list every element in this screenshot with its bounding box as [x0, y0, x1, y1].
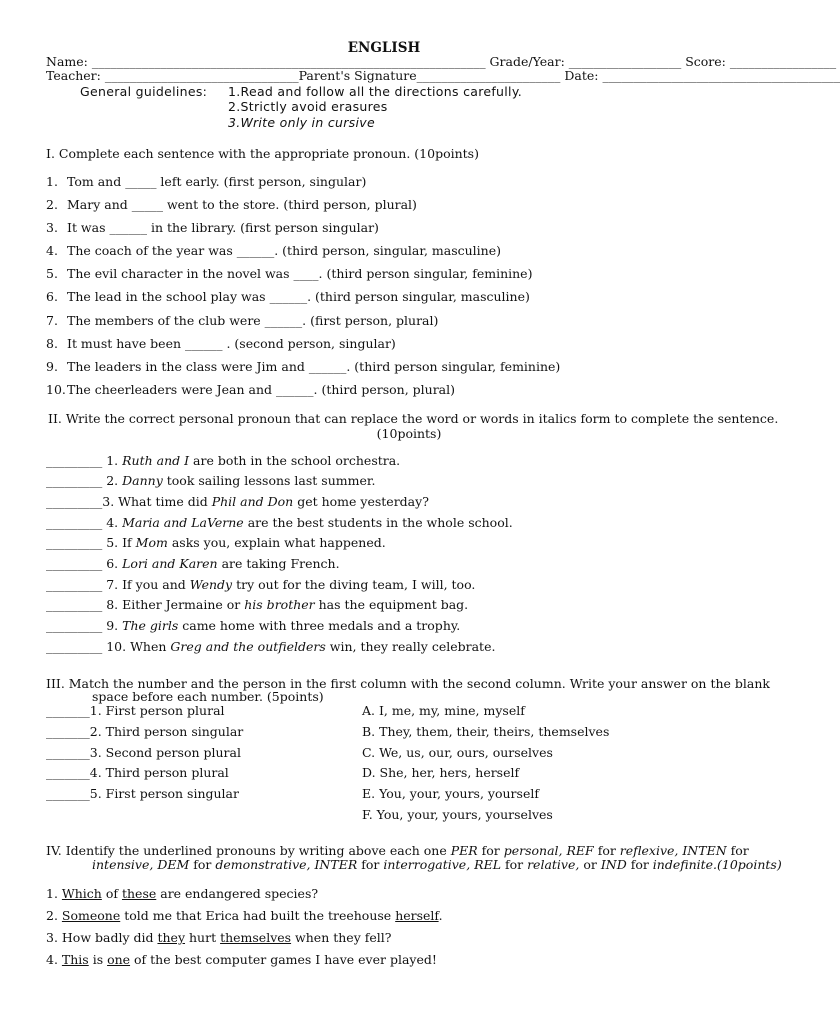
- italic-phrase: Ruth and I: [122, 453, 190, 468]
- question-row: [46, 473, 375, 489]
- question-row: [46, 556, 340, 572]
- underlined-pronoun: themselves: [220, 930, 292, 945]
- question-number: 7.: [46, 313, 58, 328]
- question-text: The cheerleaders were Jean and ______. (third person, plural): [67, 382, 456, 397]
- sentence-part: 3. How badly did: [46, 930, 158, 945]
- italic-phrase: Greg and the outfielders: [170, 639, 326, 654]
- question-prefix: _________ 8. Either Jermaine or: [46, 597, 245, 612]
- section2-points: (10points): [376, 426, 442, 441]
- question-row: [46, 618, 460, 634]
- italic-phrase: Phil and Don: [211, 494, 294, 509]
- question-prefix: _________ 9.: [46, 618, 123, 633]
- question-number: 8.: [46, 336, 58, 351]
- match-right-item: E. You, your, yours, yourself: [362, 786, 539, 801]
- question-row: [46, 597, 468, 613]
- question-suffix: are the best students in the whole school.: [243, 515, 513, 530]
- underlined-pronoun: This: [61, 952, 89, 967]
- question-row: [46, 535, 386, 551]
- question-row: [46, 639, 495, 655]
- italic-phrase: Lori and Karen: [122, 556, 218, 571]
- question-prefix: _________ 2.: [46, 473, 123, 488]
- sentence-part: are endangered species?: [156, 886, 319, 901]
- match-left-item: _______5. First person singular: [46, 786, 239, 801]
- section3-title-line2: space before each number. (5points): [92, 689, 324, 704]
- question-prefix: _________ 6.: [46, 556, 123, 571]
- section1-title: I. Complete each sentence with the appropriate pronoun. (10points): [46, 146, 479, 161]
- question-suffix: took sailing lessons last summer.: [162, 473, 376, 488]
- header-name-line: Name: _______________________________________________________________ Grade/Year: __________________ Score: _________________: [46, 54, 837, 69]
- question-suffix: get home yesterday?: [293, 494, 429, 509]
- section3-title-line1: III. Match the number and the person in the first column with the second column. Write your answer on the blank: [46, 676, 770, 691]
- sentence-part: 1.: [46, 886, 62, 901]
- question-number: 9.: [46, 359, 58, 374]
- match-left-item: _______1. First person plural: [46, 703, 225, 718]
- sentence-part: when they fell?: [291, 930, 392, 945]
- sentence-part: told me that Erica had built the treehouse: [120, 908, 396, 923]
- question-row: [46, 952, 437, 968]
- question-suffix: win, they really celebrate.: [325, 639, 496, 654]
- underlined-pronoun: one: [107, 952, 131, 967]
- question-prefix: _________3. What time did: [46, 494, 212, 509]
- match-left-item: _______2. Third person singular: [46, 724, 244, 739]
- section4-title-line1: IV. Identify the underlined pronouns by writing above each one PER for personal, REF for reflexive, INTEN for: [46, 843, 749, 858]
- question-row: [46, 908, 443, 924]
- match-left-item: _______3. Second person plural: [46, 745, 241, 760]
- question-text: The evil character in the novel was ____. (third person singular, feminine): [67, 266, 533, 281]
- sentence-part: 4.: [46, 952, 62, 967]
- guidelines-label: General guidelines:: [80, 84, 208, 99]
- question-text: The coach of the year was ______. (third person, singular, masculine): [67, 243, 501, 258]
- italic-phrase: his brother: [244, 597, 315, 612]
- question-prefix: _________ 4.: [46, 515, 123, 530]
- question-prefix: _________ 5. If: [46, 535, 136, 550]
- section4-title-line2: intensive, DEM for demonstrative, INTER for interrogative, REL for relative, or IND for indefinite.(10points): [92, 857, 782, 872]
- guideline-2: 2.Strictly avoid erasures: [228, 99, 388, 114]
- underlined-pronoun: Someone: [61, 908, 121, 923]
- question-row: [46, 515, 513, 531]
- question-number: 4.: [46, 243, 58, 258]
- italic-phrase: The girls: [122, 618, 179, 633]
- question-row: [46, 577, 475, 593]
- question-number: 1.: [46, 174, 58, 189]
- question-prefix: _________ 1.: [46, 453, 123, 468]
- match-right-item: D. She, her, hers, herself: [362, 765, 520, 780]
- question-text: Tom and _____ left early. (first person, singular): [67, 174, 367, 189]
- sentence-part: of: [101, 886, 122, 901]
- sentence-part: is: [88, 952, 108, 967]
- match-left-item: _______4. Third person plural: [46, 765, 229, 780]
- question-suffix: are both in the school orchestra.: [189, 453, 401, 468]
- question-number: 6.: [46, 289, 58, 304]
- question-suffix: try out for the diving team, I will, too.: [232, 577, 476, 592]
- underlined-pronoun: herself: [395, 908, 439, 923]
- italic-phrase: Danny: [122, 473, 163, 488]
- question-text: The lead in the school play was ______. (third person singular, masculine): [67, 289, 530, 304]
- question-text: The leaders in the class were Jim and ______. (third person singular, feminine): [67, 359, 561, 374]
- question-row: [46, 494, 429, 510]
- sentence-part: of the best computer games I have ever played!: [130, 952, 437, 967]
- underlined-pronoun: they: [157, 930, 186, 945]
- header-teacher-line: Teacher: _______________________________Parent's Signature_______________________ Date: ______________________________________: [46, 68, 840, 83]
- italic-phrase: Maria and LaVerne: [122, 515, 244, 530]
- section2-title: II. Write the correct personal pronoun that can replace the word or words in italics form to complete the sentence.: [48, 411, 779, 426]
- question-suffix: came home with three medals and a trophy.: [178, 618, 461, 633]
- worksheet-title: ENGLISH: [347, 40, 421, 56]
- question-row: [46, 886, 318, 902]
- sentence-part: hurt: [185, 930, 221, 945]
- italic-phrase: Mom: [135, 535, 168, 550]
- match-right-item: A. I, me, my, mine, myself: [362, 703, 525, 718]
- question-suffix: asks you, explain what happened.: [167, 535, 386, 550]
- question-suffix: are taking French.: [217, 556, 340, 571]
- question-number: 3.: [46, 220, 58, 235]
- sentence-part: .: [438, 908, 443, 923]
- match-right-item: B. They, them, their, theirs, themselves: [362, 724, 610, 739]
- question-number: 10.: [46, 382, 66, 397]
- match-right-item: F. You, your, yours, yourselves: [362, 807, 553, 822]
- guideline-1: 1.Read and follow all the directions carefully.: [228, 84, 523, 99]
- question-text: Mary and _____ went to the store. (third person, plural): [67, 197, 417, 212]
- question-row: [46, 930, 391, 946]
- underlined-pronoun: these: [121, 886, 157, 901]
- question-number: 5.: [46, 266, 58, 281]
- italic-phrase: Wendy: [189, 577, 233, 592]
- match-right-item: C. We, us, our, ours, ourselves: [362, 745, 553, 760]
- question-suffix: has the equipment bag.: [314, 597, 469, 612]
- guideline-3: 3.Write only in cursive: [228, 115, 375, 130]
- question-text: The members of the club were ______. (first person, plural): [67, 313, 439, 328]
- question-number: 2.: [46, 197, 58, 212]
- underlined-pronoun: Which: [61, 886, 102, 901]
- question-text: It must have been ______ . (second person, singular): [67, 336, 396, 351]
- question-text: It was ______ in the library. (first person singular): [67, 220, 379, 235]
- question-prefix: _________ 10. When: [46, 639, 171, 654]
- question-row: [46, 453, 400, 469]
- sentence-part: 2.: [46, 908, 62, 923]
- question-prefix: _________ 7. If you and: [46, 577, 190, 592]
